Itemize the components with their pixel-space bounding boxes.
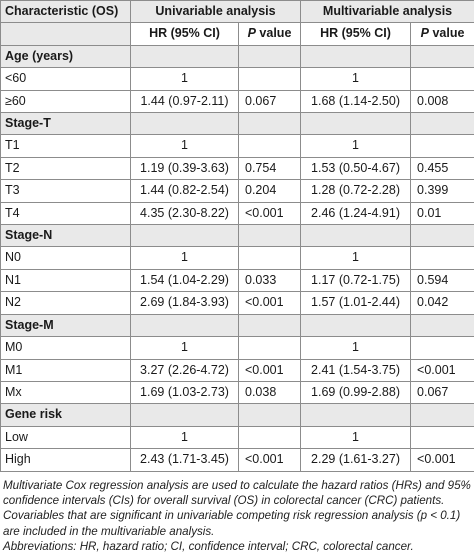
p-letter: P bbox=[420, 26, 429, 41]
multi-p-cell: <0.001 bbox=[411, 359, 474, 381]
multi-p-cell bbox=[411, 68, 474, 90]
table-row bbox=[1, 449, 474, 471]
multi-p-cell bbox=[411, 135, 474, 157]
uni-hr-cell: 1 bbox=[131, 247, 239, 269]
uni-p-cell: 0.067 bbox=[239, 90, 301, 112]
section-row bbox=[1, 45, 474, 67]
empty-cell bbox=[301, 113, 411, 135]
uni-hr-cell: 1 bbox=[131, 135, 239, 157]
empty-cell bbox=[411, 314, 474, 336]
table-row bbox=[1, 359, 474, 381]
table-row bbox=[1, 180, 474, 202]
uni-p-cell: 0.038 bbox=[239, 381, 301, 403]
table-row bbox=[1, 337, 474, 359]
footnote-abbreviations: Abbreviations: HR, hazard ratio; CI, confidence interval; CRC, colorectal cancer. bbox=[3, 540, 414, 554]
uni-hr-cell: 1.44 (0.97-2.11) bbox=[131, 90, 239, 112]
table-row bbox=[1, 157, 474, 179]
table-row bbox=[1, 68, 474, 90]
value-word: value bbox=[428, 26, 465, 41]
table-body bbox=[1, 45, 474, 471]
multi-p-cell: 0.455 bbox=[411, 157, 474, 179]
section-title: Age (years) bbox=[1, 45, 131, 67]
uni-p-cell: 0.204 bbox=[239, 180, 301, 202]
empty-cell bbox=[411, 45, 474, 67]
row-label: M1 bbox=[1, 359, 131, 381]
empty-cell bbox=[239, 113, 301, 135]
empty-cell bbox=[301, 225, 411, 247]
empty-cell bbox=[131, 225, 239, 247]
row-label: High bbox=[1, 449, 131, 471]
multi-p-header bbox=[411, 23, 474, 45]
uni-hr-cell: 2.69 (1.84-3.93) bbox=[131, 292, 239, 314]
row-label: T4 bbox=[1, 202, 131, 224]
uni-p-cell: 0.754 bbox=[239, 157, 301, 179]
row-label: T2 bbox=[1, 157, 131, 179]
table-row bbox=[1, 292, 474, 314]
multi-p-cell: 0.067 bbox=[411, 381, 474, 403]
header-row-2 bbox=[1, 23, 474, 45]
row-label: N2 bbox=[1, 292, 131, 314]
uni-hr-cell: 1 bbox=[131, 337, 239, 359]
row-label: M0 bbox=[1, 337, 131, 359]
uni-p-cell bbox=[239, 135, 301, 157]
uni-p-cell bbox=[239, 426, 301, 448]
multi-p-cell: 0.399 bbox=[411, 180, 474, 202]
characteristic-header: Characteristic (OS) bbox=[1, 1, 131, 23]
uni-p-header bbox=[239, 23, 301, 45]
empty-cell bbox=[301, 45, 411, 67]
multi-p-cell: 0.042 bbox=[411, 292, 474, 314]
empty-cell bbox=[131, 113, 239, 135]
row-label: <60 bbox=[1, 68, 131, 90]
multi-hr-cell: 1 bbox=[301, 337, 411, 359]
section-row bbox=[1, 113, 474, 135]
section-title: Stage-N bbox=[1, 225, 131, 247]
multi-hr-cell: 1.69 (0.99-2.88) bbox=[301, 381, 411, 403]
table-row bbox=[1, 381, 474, 403]
uni-hr-cell: 1.19 (0.39-3.63) bbox=[131, 157, 239, 179]
table-row bbox=[1, 135, 474, 157]
uni-p-cell: <0.001 bbox=[239, 359, 301, 381]
uni-p-cell: <0.001 bbox=[239, 202, 301, 224]
footnote bbox=[0, 472, 474, 555]
multi-hr-header: HR (95% CI) bbox=[301, 23, 411, 45]
uni-p-cell: <0.001 bbox=[239, 292, 301, 314]
empty-cell bbox=[239, 404, 301, 426]
empty-cell bbox=[411, 113, 474, 135]
uni-hr-header: HR (95% CI) bbox=[131, 23, 239, 45]
uni-hr-cell: 1.44 (0.82-2.54) bbox=[131, 180, 239, 202]
row-label: T3 bbox=[1, 180, 131, 202]
row-label: N1 bbox=[1, 269, 131, 291]
row-label: Mx bbox=[1, 381, 131, 403]
uni-p-cell bbox=[239, 337, 301, 359]
univariable-header: Univariable analysis bbox=[131, 1, 301, 23]
empty-cell bbox=[301, 314, 411, 336]
section-row bbox=[1, 404, 474, 426]
row-label: Low bbox=[1, 426, 131, 448]
empty-cell bbox=[239, 225, 301, 247]
empty-cell bbox=[131, 45, 239, 67]
table-row bbox=[1, 247, 474, 269]
uni-hr-cell: 1.69 (1.03-2.73) bbox=[131, 381, 239, 403]
multi-p-cell: <0.001 bbox=[411, 449, 474, 471]
multi-hr-cell: 2.46 (1.24-4.91) bbox=[301, 202, 411, 224]
multivariable-header: Multivariable analysis bbox=[301, 1, 474, 23]
footnote-description: Multivariate Cox regression analysis are used to calculate the hazard ratios (HRs) and 95% confidence intervals (CIs) for overall survival (OS) in colorectal cancer (CRC) patients. Covariables that are significant in univariable competing risk regression analysis (p < 0.1) are included in the multivariable analysis. bbox=[3, 478, 471, 538]
multi-hr-cell: 1.68 (1.14-2.50) bbox=[301, 90, 411, 112]
empty-cell bbox=[131, 314, 239, 336]
uni-p-cell bbox=[239, 68, 301, 90]
empty-cell bbox=[411, 225, 474, 247]
multi-hr-cell: 1 bbox=[301, 426, 411, 448]
empty-header-cell bbox=[1, 23, 131, 45]
uni-p-cell: 0.033 bbox=[239, 269, 301, 291]
multi-hr-cell: 1.53 (0.50-4.67) bbox=[301, 157, 411, 179]
multi-hr-cell: 1.57 (1.01-2.44) bbox=[301, 292, 411, 314]
multi-hr-cell: 1.28 (0.72-2.28) bbox=[301, 180, 411, 202]
multi-p-cell bbox=[411, 337, 474, 359]
row-label: N0 bbox=[1, 247, 131, 269]
multi-p-cell: 0.01 bbox=[411, 202, 474, 224]
multi-p-cell bbox=[411, 247, 474, 269]
uni-hr-cell: 4.35 (2.30-8.22) bbox=[131, 202, 239, 224]
multi-p-cell: 0.594 bbox=[411, 269, 474, 291]
multi-p-cell: 0.008 bbox=[411, 90, 474, 112]
row-label: T1 bbox=[1, 135, 131, 157]
empty-cell bbox=[239, 314, 301, 336]
multi-hr-cell: 1.17 (0.72-1.75) bbox=[301, 269, 411, 291]
uni-p-cell: <0.001 bbox=[239, 449, 301, 471]
uni-hr-cell: 1 bbox=[131, 68, 239, 90]
multi-hr-cell: 1 bbox=[301, 247, 411, 269]
multi-hr-cell: 2.29 (1.61-3.27) bbox=[301, 449, 411, 471]
section-title: Stage-M bbox=[1, 314, 131, 336]
section-row bbox=[1, 314, 474, 336]
empty-cell bbox=[239, 45, 301, 67]
empty-cell bbox=[301, 404, 411, 426]
uni-p-cell bbox=[239, 247, 301, 269]
section-row bbox=[1, 225, 474, 247]
multi-hr-cell: 1 bbox=[301, 135, 411, 157]
table-row bbox=[1, 426, 474, 448]
empty-cell bbox=[131, 404, 239, 426]
uni-hr-cell: 2.43 (1.71-3.45) bbox=[131, 449, 239, 471]
table-row bbox=[1, 269, 474, 291]
table-row bbox=[1, 202, 474, 224]
row-label: ≥60 bbox=[1, 90, 131, 112]
section-title: Stage-T bbox=[1, 113, 131, 135]
header-row-1 bbox=[1, 1, 474, 23]
empty-cell bbox=[411, 404, 474, 426]
p-letter: P bbox=[247, 26, 256, 41]
value-word: value bbox=[255, 26, 292, 41]
uni-hr-cell: 1.54 (1.04-2.29) bbox=[131, 269, 239, 291]
uni-hr-cell: 1 bbox=[131, 426, 239, 448]
section-title: Gene risk bbox=[1, 404, 131, 426]
multi-hr-cell: 1 bbox=[301, 68, 411, 90]
multi-p-cell bbox=[411, 426, 474, 448]
uni-hr-cell: 3.27 (2.26-4.72) bbox=[131, 359, 239, 381]
multi-hr-cell: 2.41 (1.54-3.75) bbox=[301, 359, 411, 381]
table-row bbox=[1, 90, 474, 112]
